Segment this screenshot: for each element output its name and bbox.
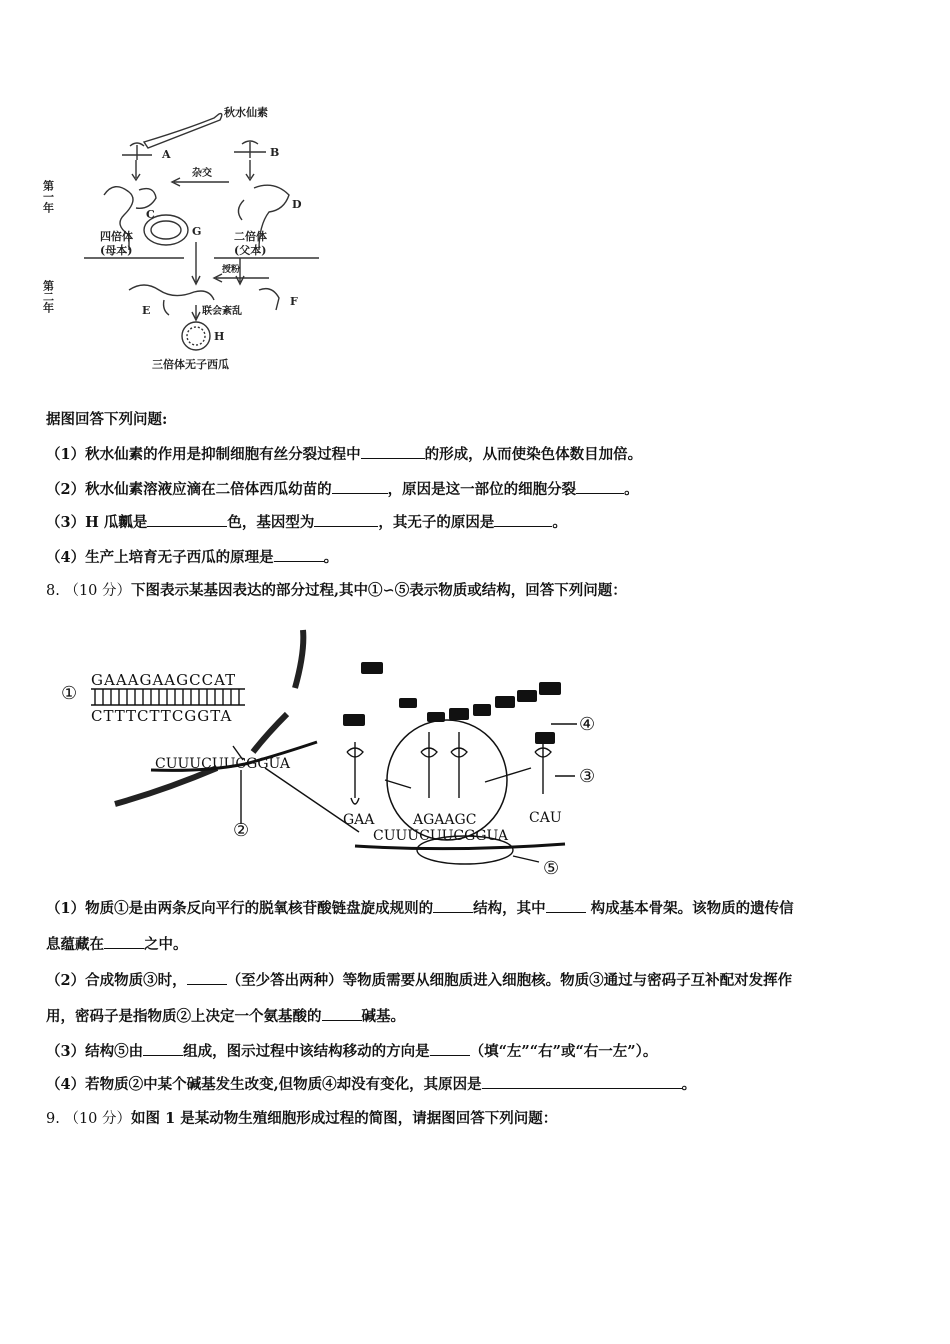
colchicine-label: 秋水仙素 [224, 106, 268, 119]
q7-item-3: （3）H 瓜瓤是 色，基因型为 ，其无子的原因是 。 [46, 514, 567, 531]
year-labels [42, 179, 55, 314]
cross-label: 杂交 [192, 168, 212, 179]
answer-blank[interactable] [494, 512, 552, 527]
amino-acid-icon [539, 682, 561, 695]
mother-label: (母本) [100, 244, 133, 257]
q7-intro: 据图回答下列问题: [46, 411, 168, 428]
gene-expression-diagram [55, 622, 615, 882]
q8-stem: 8. （10 分）下图表示某基因表达的部分过程,其中①∽⑤表示物质或结构，回答下列问题： [46, 582, 627, 599]
amino-acid-icon [427, 712, 445, 722]
amino-acid-icon [361, 662, 383, 674]
amino-acid-icon [399, 698, 417, 708]
amino-acid-icon [535, 732, 555, 744]
amino-acid-icon [449, 708, 469, 720]
q8-item-2-cont: 用，密码子是指物质②上决定一个氨基酸的 碱基。 [46, 1008, 405, 1025]
diploid-label: 二倍体 [234, 230, 267, 243]
answer-blank[interactable] [314, 512, 378, 527]
answer-blank[interactable] [104, 934, 144, 949]
mrna-left-sequence: CUUUCUUCGGUA [155, 756, 290, 772]
fertilization-label: 联会紊乱 [202, 306, 242, 317]
label-d: D [292, 198, 302, 211]
seedless-label: 三倍体无子西瓜 [152, 358, 229, 371]
answer-blank[interactable] [433, 898, 473, 913]
answer-blank[interactable] [361, 444, 425, 459]
label-2: ② [233, 820, 250, 841]
anticodon-gaa: GAA [343, 812, 375, 828]
amino-acid-icon [495, 696, 515, 708]
label-e: E [142, 304, 151, 317]
q7-item-1: （1）秋水仙素的作用是抑制细胞有丝分裂过程中 的形成，从而使染色体数目加倍。 [46, 446, 643, 463]
anticodon-cau: CAU [529, 810, 562, 826]
watermelon-breeding-diagram [41, 100, 334, 380]
tetraploid-label: 四倍体 [100, 230, 133, 243]
q8-item-3: （3）结构⑤由 组成，图示过程中该结构移动的方向是 （填“左”“右”或“右一左”）。 [46, 1043, 658, 1060]
q8-item-4: （4）若物质②中某个碱基发生改变,但物质④却没有变化，其原因是 。 [46, 1076, 697, 1093]
q8-item-1-cont: 息蕴藏在 之中。 [46, 936, 188, 953]
label-b: B [270, 146, 280, 159]
year1-label: 第一年 [41, 180, 55, 213]
answer-blank[interactable] [187, 970, 227, 985]
label-5: ⑤ [543, 858, 560, 879]
answer-blank[interactable] [322, 1006, 362, 1021]
q7-item-2: （2）秋水仙素溶液应滴在二倍体西瓜幼苗的 ，原因是这一部位的细胞分裂 。 [46, 481, 639, 498]
answer-blank[interactable] [482, 1074, 682, 1089]
q9-stem: 9. （10 分）如图 1 是某动物生殖细胞形成过程的简图，请据图回答下列问题： [46, 1110, 558, 1127]
answer-blank[interactable] [143, 1041, 183, 1056]
label-g: G [192, 225, 202, 238]
answer-blank[interactable] [576, 479, 624, 494]
amino-acid-icon [473, 704, 491, 716]
label-4: ④ [579, 714, 596, 735]
amino-acid-icon [517, 690, 537, 702]
amino-acid-icon [343, 714, 365, 726]
anticodon-agaagc: AGAAGC [413, 812, 477, 828]
dropper-icon [144, 114, 222, 148]
answer-blank[interactable] [332, 479, 388, 494]
q8-item-2: （2）合成物质③时， （至少答出两种）等物质需要从细胞质进入细胞核。物质③通过与密码子互补配对发挥作 [46, 972, 793, 989]
father-label: (父本) [234, 244, 267, 257]
pollination-label: 授粉 [222, 265, 241, 275]
mrna-right-sequence: CUUUCUUCGGUA [373, 828, 508, 844]
answer-blank[interactable] [430, 1041, 470, 1056]
dna-bottom-strand: CTTTCTTCGGTA [91, 707, 233, 725]
label-c: C [146, 208, 155, 221]
answer-blank[interactable] [274, 547, 324, 562]
label-3: ③ [579, 766, 596, 787]
dna-top-strand: GAAAGAAGCCAT [91, 671, 237, 689]
label-h: H [214, 330, 225, 343]
label-f: F [290, 295, 298, 308]
answer-blank[interactable] [546, 898, 586, 913]
answer-blank[interactable] [147, 512, 227, 527]
label-1: ① [61, 683, 78, 704]
label-a: A [162, 148, 171, 161]
q8-item-1: （1）物质①是由两条反向平行的脱氧核苷酸链盘旋成规则的 结构，其中 构成基本骨架。该物质的遗传信 [46, 900, 794, 917]
year2-label: 第二年 [41, 280, 55, 313]
q7-item-4: （4）生产上培育无子西瓜的原理是 。 [46, 549, 339, 566]
